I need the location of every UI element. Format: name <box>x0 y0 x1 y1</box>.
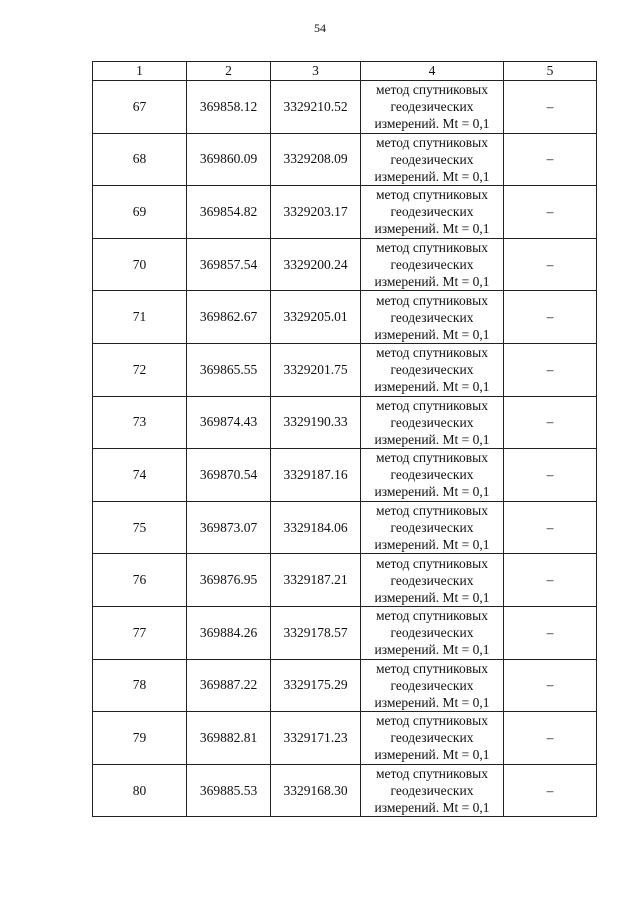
method-line: метод спутниковых <box>376 766 488 782</box>
method-line: измерений. Mt = 0,1 <box>374 537 490 553</box>
note-cell: – <box>504 659 597 712</box>
table-row <box>93 238 597 291</box>
y-coordinate-cell: 3329190.33 <box>271 396 361 449</box>
column-header-5: 5 <box>504 62 597 81</box>
point-number-cell: 80 <box>93 764 187 817</box>
table-row <box>93 606 597 659</box>
table-row <box>93 712 597 765</box>
point-number-cell: 77 <box>93 606 187 659</box>
method-cell <box>361 343 504 396</box>
table-row <box>93 501 597 554</box>
method-cell <box>361 133 504 186</box>
x-coordinate-cell: 369865.55 <box>187 343 271 396</box>
method-line: метод спутниковых <box>376 82 488 98</box>
method-line: метод спутниковых <box>376 345 488 361</box>
method-cell <box>361 606 504 659</box>
method-line: метод спутниковых <box>376 503 488 519</box>
method-cell <box>361 554 504 607</box>
method-line: измерений. Mt = 0,1 <box>374 116 490 132</box>
method-line: измерений. Mt = 0,1 <box>374 221 490 237</box>
note-cell: – <box>504 606 597 659</box>
method-line: измерений. Mt = 0,1 <box>374 326 490 342</box>
y-coordinate-cell: 3329200.24 <box>271 238 361 291</box>
y-coordinate-cell: 3329187.16 <box>271 449 361 502</box>
x-coordinate-cell: 369870.54 <box>187 449 271 502</box>
method-line: геодезических <box>390 783 474 799</box>
page-number: 54 <box>314 21 326 35</box>
note-cell: – <box>504 501 597 554</box>
method-line: геодезических <box>390 362 474 378</box>
method-line: измерений. Mt = 0,1 <box>374 800 490 816</box>
method-line: геодезических <box>390 572 474 588</box>
method-line: геодезических <box>390 151 474 167</box>
x-coordinate-cell: 369862.67 <box>187 291 271 344</box>
method-line: геодезических <box>390 520 474 536</box>
point-number-cell: 78 <box>93 659 187 712</box>
method-cell <box>361 186 504 239</box>
method-line: измерений. Mt = 0,1 <box>374 274 490 290</box>
method-cell <box>361 238 504 291</box>
method-line: геодезических <box>390 309 474 325</box>
y-coordinate-cell: 3329171.23 <box>271 712 361 765</box>
x-coordinate-cell: 369887.22 <box>187 659 271 712</box>
y-coordinate-cell: 3329175.29 <box>271 659 361 712</box>
method-line: метод спутниковых <box>376 608 488 624</box>
method-line: измерений. Mt = 0,1 <box>374 484 490 500</box>
x-coordinate-cell: 369884.26 <box>187 606 271 659</box>
method-line: метод спутниковых <box>376 713 488 729</box>
point-number-cell: 74 <box>93 449 187 502</box>
y-coordinate-cell: 3329203.17 <box>271 186 361 239</box>
method-line: метод спутниковых <box>376 555 488 571</box>
method-line: геодезических <box>390 257 474 273</box>
coordinates-table <box>92 61 597 817</box>
method-line: метод спутниковых <box>376 240 488 256</box>
column-header-4: 4 <box>361 62 504 81</box>
method-cell <box>361 291 504 344</box>
note-cell: – <box>504 238 597 291</box>
method-line: геодезических <box>390 467 474 483</box>
method-cell <box>361 764 504 817</box>
table-row <box>93 764 597 817</box>
x-coordinate-cell: 369858.12 <box>187 81 271 134</box>
column-header-1: 1 <box>93 62 187 81</box>
y-coordinate-cell: 3329208.09 <box>271 133 361 186</box>
method-line: метод спутниковых <box>376 187 488 203</box>
table-row <box>93 291 597 344</box>
y-coordinate-cell: 3329205.01 <box>271 291 361 344</box>
table-row <box>93 133 597 186</box>
method-line: геодезических <box>390 625 474 641</box>
x-coordinate-cell: 369882.81 <box>187 712 271 765</box>
method-cell <box>361 712 504 765</box>
y-coordinate-cell: 3329210.52 <box>271 81 361 134</box>
note-cell: – <box>504 133 597 186</box>
table-row <box>93 396 597 449</box>
method-cell <box>361 501 504 554</box>
note-cell: – <box>504 186 597 239</box>
point-number-cell: 75 <box>93 501 187 554</box>
table-body <box>93 81 597 817</box>
y-coordinate-cell: 3329187.21 <box>271 554 361 607</box>
table-row <box>93 449 597 502</box>
x-coordinate-cell: 369873.07 <box>187 501 271 554</box>
table-row <box>93 554 597 607</box>
method-line: измерений. Mt = 0,1 <box>374 747 490 763</box>
method-line: геодезических <box>390 414 474 430</box>
point-number-cell: 79 <box>93 712 187 765</box>
method-cell <box>361 81 504 134</box>
method-cell <box>361 659 504 712</box>
method-cell <box>361 396 504 449</box>
note-cell: – <box>504 449 597 502</box>
point-number-cell: 72 <box>93 343 187 396</box>
method-line: метод спутниковых <box>376 134 488 150</box>
method-line: измерений. Mt = 0,1 <box>374 694 490 710</box>
method-line: измерений. Mt = 0,1 <box>374 379 490 395</box>
y-coordinate-cell: 3329168.30 <box>271 764 361 817</box>
method-line: геодезических <box>390 204 474 220</box>
column-header-2: 2 <box>187 62 271 81</box>
table-row <box>93 81 597 134</box>
table-row <box>93 659 597 712</box>
note-cell: – <box>504 81 597 134</box>
x-coordinate-cell: 369885.53 <box>187 764 271 817</box>
table-row <box>93 186 597 239</box>
x-coordinate-cell: 369854.82 <box>187 186 271 239</box>
method-line: метод спутниковых <box>376 450 488 466</box>
point-number-cell: 71 <box>93 291 187 344</box>
point-number-cell: 67 <box>93 81 187 134</box>
method-line: измерений. Mt = 0,1 <box>374 589 490 605</box>
point-number-cell: 69 <box>93 186 187 239</box>
method-line: метод спутниковых <box>376 397 488 413</box>
y-coordinate-cell: 3329184.06 <box>271 501 361 554</box>
x-coordinate-cell: 369857.54 <box>187 238 271 291</box>
method-line: метод спутниковых <box>376 292 488 308</box>
method-line: геодезических <box>390 730 474 746</box>
note-cell: – <box>504 291 597 344</box>
method-line: измерений. Mt = 0,1 <box>374 642 490 658</box>
method-line: геодезических <box>390 99 474 115</box>
note-cell: – <box>504 554 597 607</box>
note-cell: – <box>504 712 597 765</box>
point-number-cell: 68 <box>93 133 187 186</box>
y-coordinate-cell: 3329201.75 <box>271 343 361 396</box>
method-line: измерений. Mt = 0,1 <box>374 168 490 184</box>
method-line: геодезических <box>390 677 474 693</box>
point-number-cell: 76 <box>93 554 187 607</box>
x-coordinate-cell: 369874.43 <box>187 396 271 449</box>
method-line: метод спутниковых <box>376 660 488 676</box>
note-cell: – <box>504 396 597 449</box>
note-cell: – <box>504 343 597 396</box>
x-coordinate-cell: 369876.95 <box>187 554 271 607</box>
table-header-row <box>93 62 597 81</box>
y-coordinate-cell: 3329178.57 <box>271 606 361 659</box>
x-coordinate-cell: 369860.09 <box>187 133 271 186</box>
method-line: измерений. Mt = 0,1 <box>374 431 490 447</box>
point-number-cell: 73 <box>93 396 187 449</box>
method-cell <box>361 449 504 502</box>
note-cell: – <box>504 764 597 817</box>
table-row <box>93 343 597 396</box>
point-number-cell: 70 <box>93 238 187 291</box>
column-header-3: 3 <box>271 62 361 81</box>
